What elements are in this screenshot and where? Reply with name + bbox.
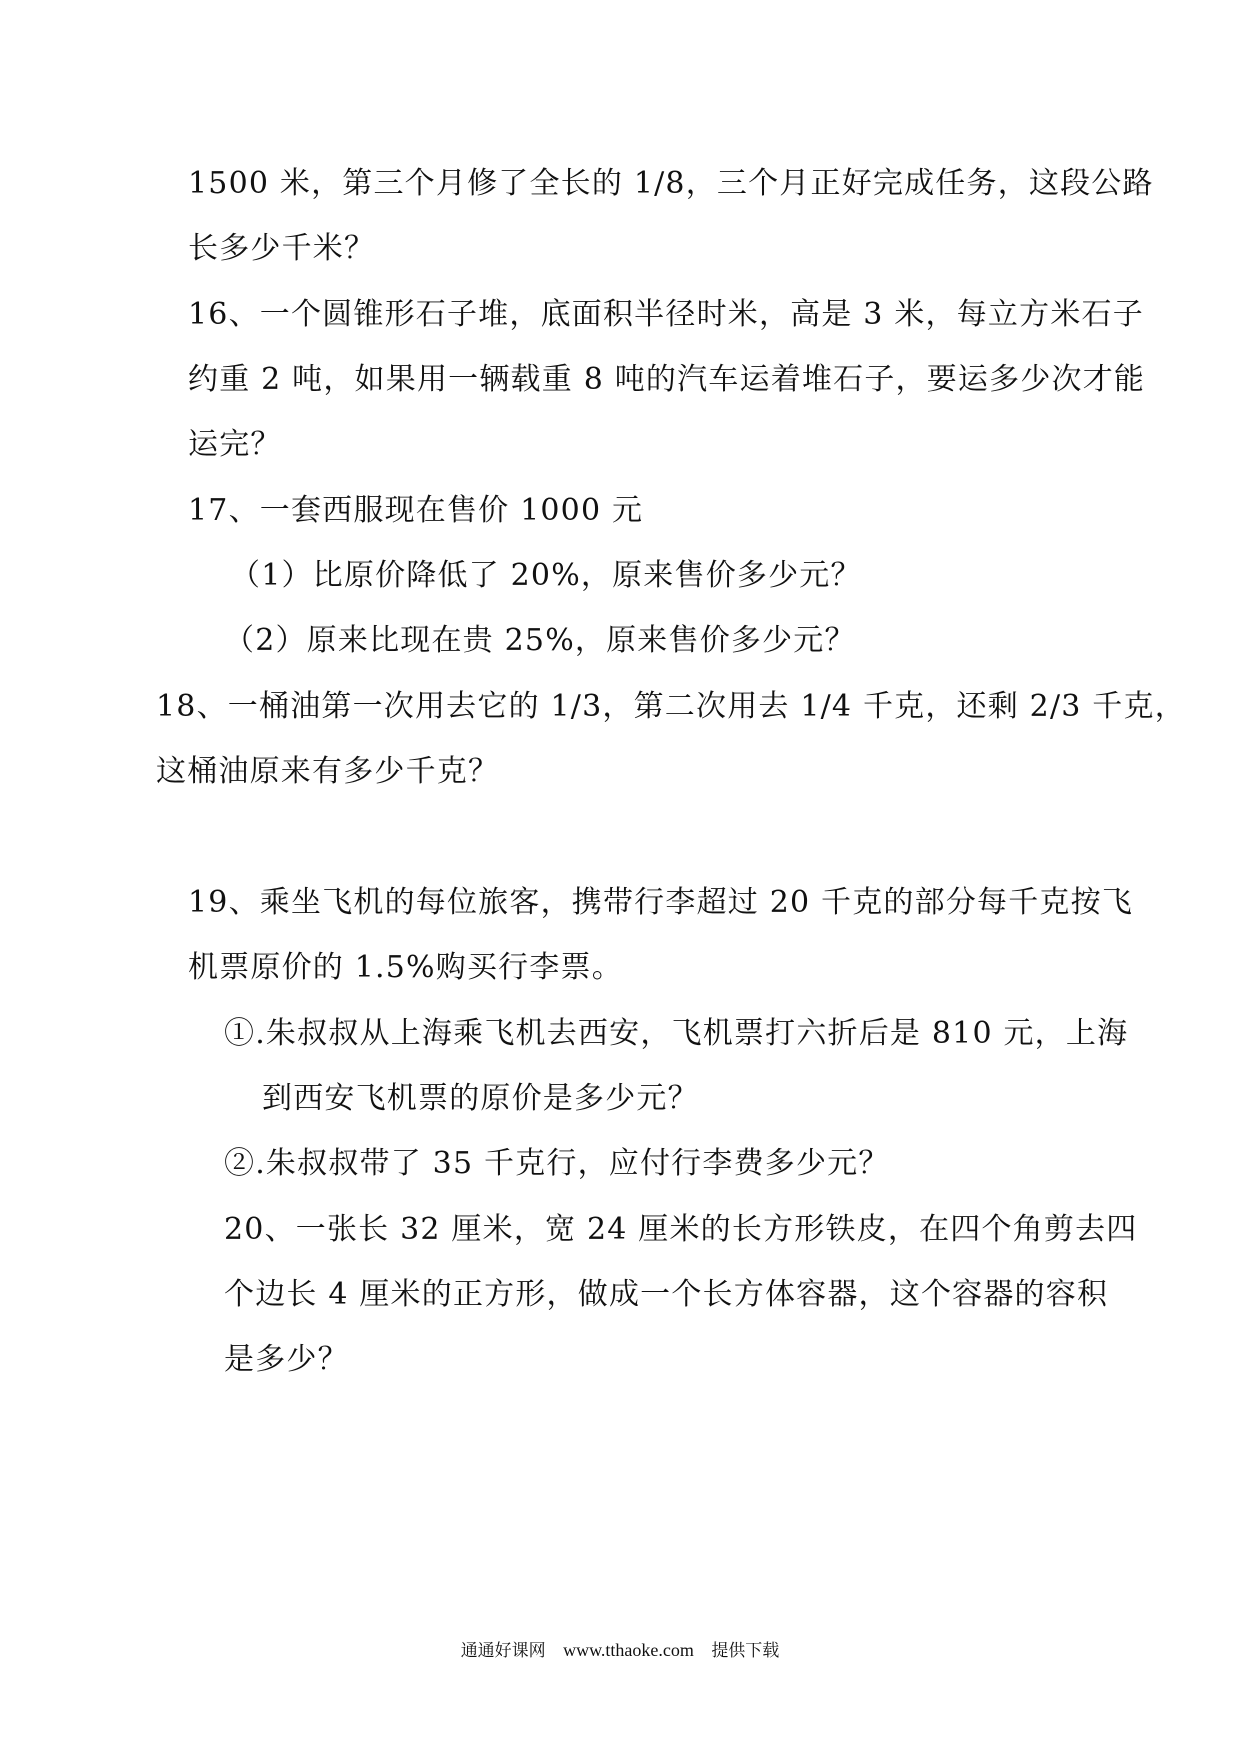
q17-part-2: （2）原来比现在贵 25%，原来售价多少元？	[224, 623, 856, 658]
q18-line-2: 这桶油原来有多少千克？	[156, 754, 500, 789]
footer-provide-download: 提供下载	[711, 1641, 780, 1661]
q20-line-1: 20、一张长 32 厘米，宽 24 厘米的长方形铁皮，在四个角剪去四	[224, 1212, 1138, 1247]
q17-stem: 17、一套西服现在售价 1000 元	[188, 493, 644, 528]
q16-line-2: 约重 2 吨，如果用一辆载重 8 吨的汽车运着堆石子，要运多少次才能	[188, 362, 1146, 397]
q15-line-2: 长多少千米？	[188, 231, 376, 266]
footer-site-name: 通通好课网	[460, 1641, 546, 1661]
q18-line-1: 18、一桶油第一次用去它的 1/3，第二次用去 1/4 千克，还剩 2/3 千克，	[156, 689, 1186, 724]
q20-line-2: 个边长 4 厘米的正方形，做成一个长方体容器，这个容器的容积	[224, 1277, 1109, 1312]
q16-line-1: 16、一个圆锥形石子堆，底面积半径时米，高是 3 米，每立方米石子	[188, 297, 1144, 332]
q19-line-2: 机票原价的 1.5%购买行李票。	[188, 950, 623, 985]
q20-line-3: 是多少？	[224, 1342, 349, 1377]
page-footer	[0, 1638, 1240, 1663]
q16-line-3: 运完？	[188, 427, 282, 462]
q19-line-1: 19、乘坐飞机的每位旅客，携带行李超过 20 千克的部分每千克按飞	[188, 885, 1134, 920]
q19-sub-1-line-1: ①.朱叔叔从上海乘飞机去西安，飞机票打六折后是 810 元，上海	[224, 1016, 1129, 1051]
q19-sub-2: ②.朱叔叔带了 35 千克行，应付行李费多少元？	[224, 1146, 890, 1181]
q15-line-1: 1500 米，第三个月修了全长的 1/8，三个月正好完成任务，这段公路	[188, 166, 1154, 201]
q17-part-1: （1）比原价降低了 20%，原来售价多少元？	[230, 558, 862, 593]
q19-sub-1-line-2: 到西安飞机票的原价是多少元？	[262, 1081, 699, 1116]
footer-url: www.tthaoke.com	[563, 1640, 694, 1660]
